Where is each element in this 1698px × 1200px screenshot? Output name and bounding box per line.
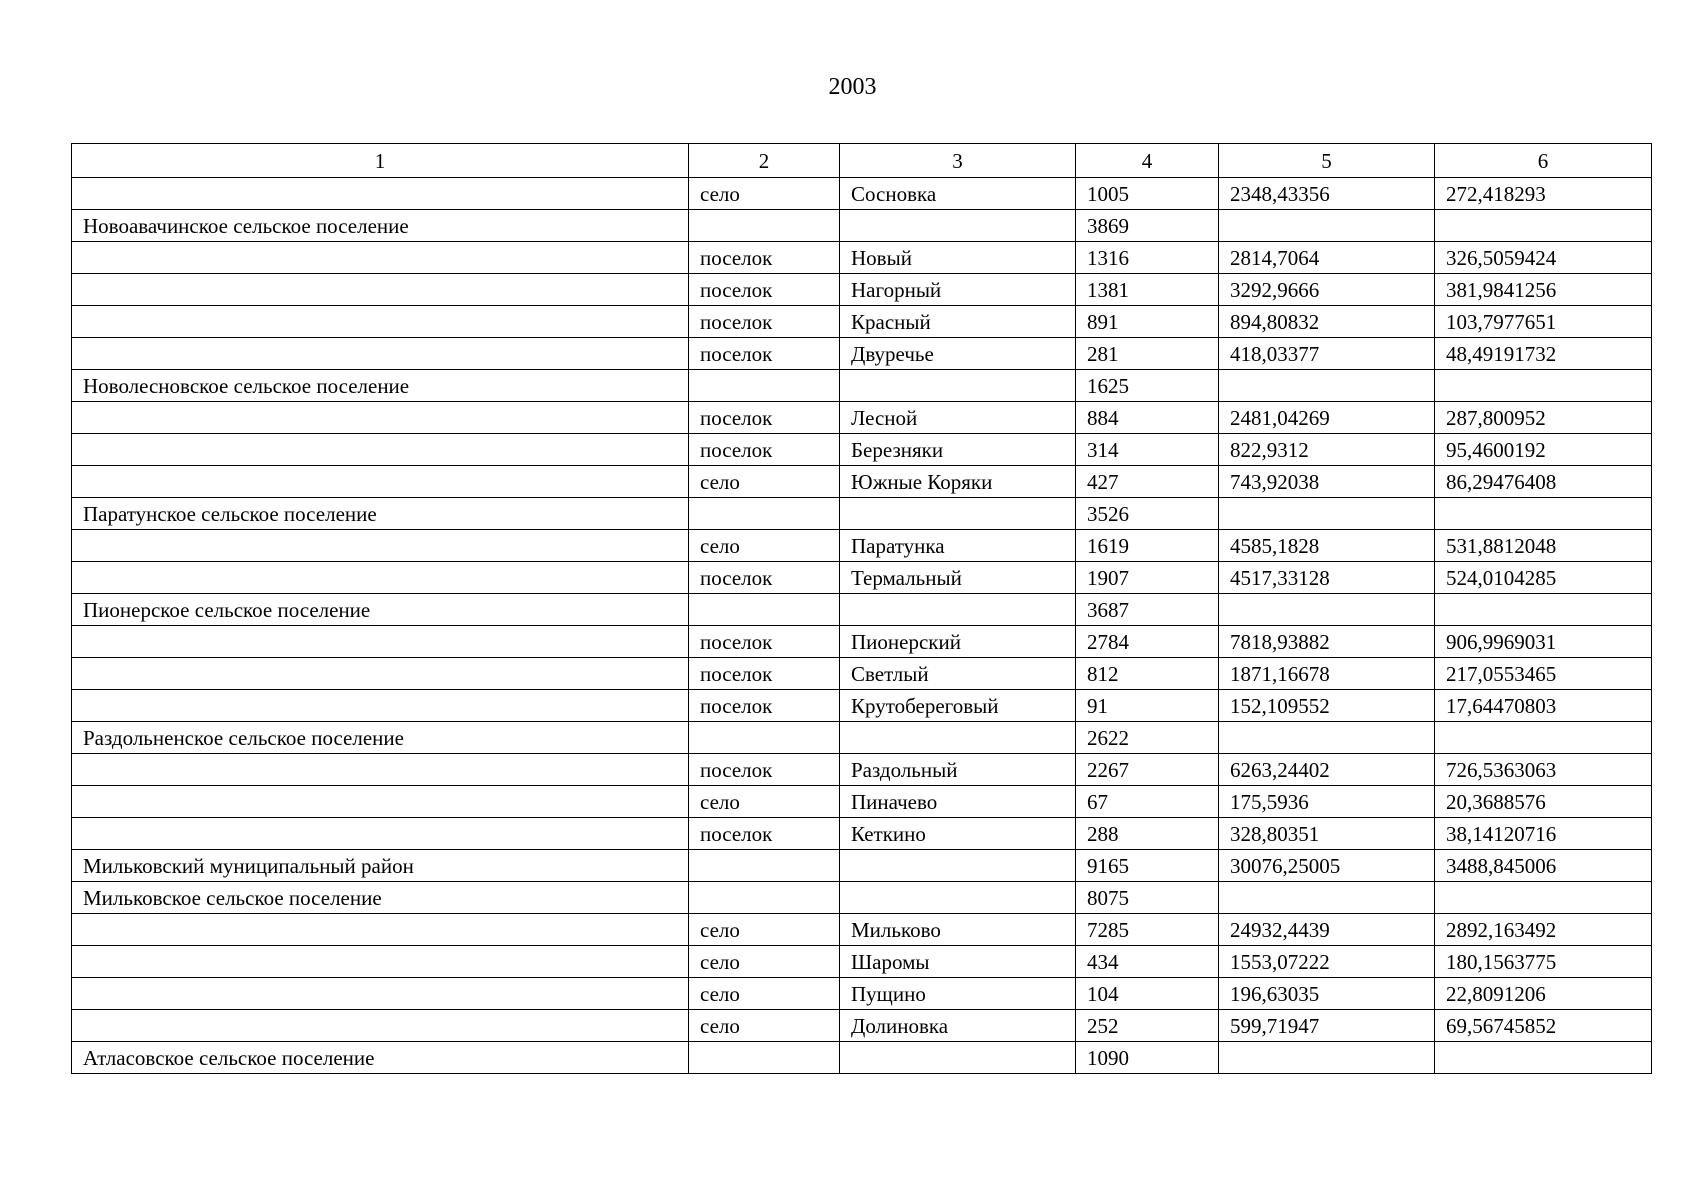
name-cell: Южные Коряки: [840, 466, 1076, 498]
settlement-cell: Атласовское сельское поселение: [72, 1042, 689, 1074]
type-cell: [689, 210, 840, 242]
type-cell: село: [689, 530, 840, 562]
value-cell: 3292,9666: [1219, 274, 1435, 306]
population-cell: 2622: [1076, 722, 1219, 754]
table-row: [72, 658, 1652, 690]
settlements-table: [71, 143, 1652, 1074]
type-cell: [689, 498, 840, 530]
type-cell: [689, 370, 840, 402]
share-cell: 2892,163492: [1435, 914, 1652, 946]
value-cell: 328,80351: [1219, 818, 1435, 850]
name-cell: Березняки: [840, 434, 1076, 466]
type-cell: поселок: [689, 434, 840, 466]
share-cell: 17,64470803: [1435, 690, 1652, 722]
type-cell: поселок: [689, 242, 840, 274]
type-cell: село: [689, 914, 840, 946]
value-cell: 822,9312: [1219, 434, 1435, 466]
value-cell: 418,03377: [1219, 338, 1435, 370]
settlement-cell: Мильковский муниципальный район: [72, 850, 689, 882]
name-cell: [840, 594, 1076, 626]
settlement-cell: [72, 306, 689, 338]
value-cell: [1219, 210, 1435, 242]
share-cell: 95,4600192: [1435, 434, 1652, 466]
share-cell: [1435, 882, 1652, 914]
name-cell: [840, 882, 1076, 914]
table-row: [72, 466, 1652, 498]
type-cell: село: [689, 786, 840, 818]
share-cell: 217,0553465: [1435, 658, 1652, 690]
table-row: [72, 370, 1652, 402]
type-cell: поселок: [689, 690, 840, 722]
settlement-cell: [72, 274, 689, 306]
value-cell: 4585,1828: [1219, 530, 1435, 562]
type-cell: село: [689, 1010, 840, 1042]
population-cell: 1907: [1076, 562, 1219, 594]
share-cell: 22,8091206: [1435, 978, 1652, 1010]
share-cell: [1435, 210, 1652, 242]
name-cell: Кеткино: [840, 818, 1076, 850]
population-cell: 3687: [1076, 594, 1219, 626]
value-cell: 152,109552: [1219, 690, 1435, 722]
table-row: [72, 626, 1652, 658]
value-cell: 175,5936: [1219, 786, 1435, 818]
settlement-cell: [72, 530, 689, 562]
settlement-cell: Раздольненское сельское поселение: [72, 722, 689, 754]
name-cell: Раздольный: [840, 754, 1076, 786]
table-row: [72, 690, 1652, 722]
population-cell: 8075: [1076, 882, 1219, 914]
population-cell: 3526: [1076, 498, 1219, 530]
table-row: [72, 338, 1652, 370]
column-header: 5: [1219, 144, 1435, 178]
settlement-cell: Пионерское сельское поселение: [72, 594, 689, 626]
page-number: 2003: [828, 74, 877, 100]
column-header: 4: [1076, 144, 1219, 178]
population-cell: 427: [1076, 466, 1219, 498]
share-cell: 726,5363063: [1435, 754, 1652, 786]
type-cell: [689, 882, 840, 914]
name-cell: Пиначево: [840, 786, 1076, 818]
settlement-cell: [72, 690, 689, 722]
settlement-cell: [72, 818, 689, 850]
settlement-cell: [72, 562, 689, 594]
name-cell: [840, 722, 1076, 754]
population-cell: 281: [1076, 338, 1219, 370]
value-cell: [1219, 498, 1435, 530]
name-cell: Мильково: [840, 914, 1076, 946]
settlement-cell: Новоавачинское сельское поселение: [72, 210, 689, 242]
table-row: [72, 786, 1652, 818]
share-cell: [1435, 594, 1652, 626]
population-cell: 2784: [1076, 626, 1219, 658]
type-cell: поселок: [689, 274, 840, 306]
settlement-cell: [72, 914, 689, 946]
table-row: [72, 434, 1652, 466]
value-cell: 30076,25005: [1219, 850, 1435, 882]
type-cell: село: [689, 978, 840, 1010]
table-row: [72, 306, 1652, 338]
type-cell: поселок: [689, 338, 840, 370]
name-cell: Лесной: [840, 402, 1076, 434]
value-cell: [1219, 722, 1435, 754]
value-cell: 2348,43356: [1219, 178, 1435, 210]
value-cell: 6263,24402: [1219, 754, 1435, 786]
table-row: [72, 274, 1652, 306]
name-cell: Шаромы: [840, 946, 1076, 978]
share-cell: [1435, 498, 1652, 530]
name-cell: Нагорный: [840, 274, 1076, 306]
name-cell: Крутобереговый: [840, 690, 1076, 722]
population-cell: 434: [1076, 946, 1219, 978]
value-cell: 743,92038: [1219, 466, 1435, 498]
name-cell: Пущино: [840, 978, 1076, 1010]
population-cell: 104: [1076, 978, 1219, 1010]
share-cell: [1435, 722, 1652, 754]
settlement-cell: [72, 242, 689, 274]
settlement-cell: [72, 402, 689, 434]
table-row: [72, 754, 1652, 786]
value-cell: 4517,33128: [1219, 562, 1435, 594]
population-cell: 1625: [1076, 370, 1219, 402]
type-cell: поселок: [689, 626, 840, 658]
type-cell: [689, 1042, 840, 1074]
table-row: [72, 1042, 1652, 1074]
type-cell: [689, 594, 840, 626]
population-cell: 252: [1076, 1010, 1219, 1042]
column-header: 3: [840, 144, 1076, 178]
type-cell: село: [689, 946, 840, 978]
population-cell: 891: [1076, 306, 1219, 338]
settlement-cell: [72, 978, 689, 1010]
population-cell: 1381: [1076, 274, 1219, 306]
settlement-cell: [72, 754, 689, 786]
settlement-cell: [72, 466, 689, 498]
share-cell: 20,3688576: [1435, 786, 1652, 818]
share-cell: 381,9841256: [1435, 274, 1652, 306]
name-cell: [840, 1042, 1076, 1074]
value-cell: 2481,04269: [1219, 402, 1435, 434]
settlement-cell: [72, 434, 689, 466]
value-cell: 7818,93882: [1219, 626, 1435, 658]
type-cell: поселок: [689, 402, 840, 434]
population-cell: 1005: [1076, 178, 1219, 210]
settlement-cell: [72, 786, 689, 818]
value-cell: 599,71947: [1219, 1010, 1435, 1042]
settlement-cell: Мильковское сельское поселение: [72, 882, 689, 914]
share-cell: 524,0104285: [1435, 562, 1652, 594]
population-cell: 91: [1076, 690, 1219, 722]
population-cell: 9165: [1076, 850, 1219, 882]
type-cell: поселок: [689, 562, 840, 594]
table-row: [72, 242, 1652, 274]
table-row: [72, 850, 1652, 882]
share-cell: 906,9969031: [1435, 626, 1652, 658]
type-cell: [689, 722, 840, 754]
table-header-row: [72, 144, 1652, 178]
table-row: [72, 562, 1652, 594]
population-cell: 67: [1076, 786, 1219, 818]
share-cell: [1435, 1042, 1652, 1074]
population-cell: 1619: [1076, 530, 1219, 562]
type-cell: поселок: [689, 818, 840, 850]
share-cell: 103,7977651: [1435, 306, 1652, 338]
table-row: [72, 498, 1652, 530]
value-cell: 894,80832: [1219, 306, 1435, 338]
share-cell: 38,14120716: [1435, 818, 1652, 850]
population-cell: 2267: [1076, 754, 1219, 786]
share-cell: 531,8812048: [1435, 530, 1652, 562]
value-cell: 2814,7064: [1219, 242, 1435, 274]
table-row: [72, 818, 1652, 850]
table-row: [72, 882, 1652, 914]
column-header: 6: [1435, 144, 1652, 178]
name-cell: [840, 498, 1076, 530]
share-cell: 180,1563775: [1435, 946, 1652, 978]
value-cell: 196,63035: [1219, 978, 1435, 1010]
name-cell: Паратунка: [840, 530, 1076, 562]
name-cell: Термальный: [840, 562, 1076, 594]
table-row: [72, 978, 1652, 1010]
population-cell: 884: [1076, 402, 1219, 434]
name-cell: Красный: [840, 306, 1076, 338]
population-cell: 314: [1076, 434, 1219, 466]
table-row: [72, 210, 1652, 242]
value-cell: 24932,4439: [1219, 914, 1435, 946]
value-cell: 1871,16678: [1219, 658, 1435, 690]
population-cell: 1316: [1076, 242, 1219, 274]
value-cell: [1219, 1042, 1435, 1074]
table-row: [72, 178, 1652, 210]
value-cell: [1219, 594, 1435, 626]
table-body: [72, 144, 1652, 1074]
settlement-cell: [72, 946, 689, 978]
name-cell: Светлый: [840, 658, 1076, 690]
type-cell: [689, 850, 840, 882]
population-cell: 3869: [1076, 210, 1219, 242]
name-cell: [840, 210, 1076, 242]
name-cell: Пионерский: [840, 626, 1076, 658]
settlement-cell: [72, 1010, 689, 1042]
type-cell: поселок: [689, 658, 840, 690]
settlement-cell: [72, 338, 689, 370]
type-cell: село: [689, 178, 840, 210]
type-cell: поселок: [689, 754, 840, 786]
share-cell: [1435, 370, 1652, 402]
table-row: [72, 402, 1652, 434]
settlement-cell: Паратунское сельское поселение: [72, 498, 689, 530]
value-cell: [1219, 882, 1435, 914]
population-cell: 288: [1076, 818, 1219, 850]
name-cell: Новый: [840, 242, 1076, 274]
settlement-cell: [72, 658, 689, 690]
share-cell: 86,29476408: [1435, 466, 1652, 498]
share-cell: 48,49191732: [1435, 338, 1652, 370]
type-cell: поселок: [689, 306, 840, 338]
table-row: [72, 946, 1652, 978]
table-row: [72, 914, 1652, 946]
share-cell: 326,5059424: [1435, 242, 1652, 274]
share-cell: 69,56745852: [1435, 1010, 1652, 1042]
population-cell: 7285: [1076, 914, 1219, 946]
name-cell: Долиновка: [840, 1010, 1076, 1042]
name-cell: [840, 850, 1076, 882]
column-header: 1: [72, 144, 689, 178]
table-row: [72, 594, 1652, 626]
type-cell: село: [689, 466, 840, 498]
population-cell: 812: [1076, 658, 1219, 690]
name-cell: Двуречье: [840, 338, 1076, 370]
table-row: [72, 722, 1652, 754]
population-cell: 1090: [1076, 1042, 1219, 1074]
settlement-cell: [72, 178, 689, 210]
share-cell: 3488,845006: [1435, 850, 1652, 882]
table-row: [72, 530, 1652, 562]
table-row: [72, 1010, 1652, 1042]
share-cell: 272,418293: [1435, 178, 1652, 210]
name-cell: Сосновка: [840, 178, 1076, 210]
column-header: 2: [689, 144, 840, 178]
value-cell: [1219, 370, 1435, 402]
share-cell: 287,800952: [1435, 402, 1652, 434]
settlement-cell: [72, 626, 689, 658]
name-cell: [840, 370, 1076, 402]
value-cell: 1553,07222: [1219, 946, 1435, 978]
settlement-cell: Новолесновское сельское поселение: [72, 370, 689, 402]
